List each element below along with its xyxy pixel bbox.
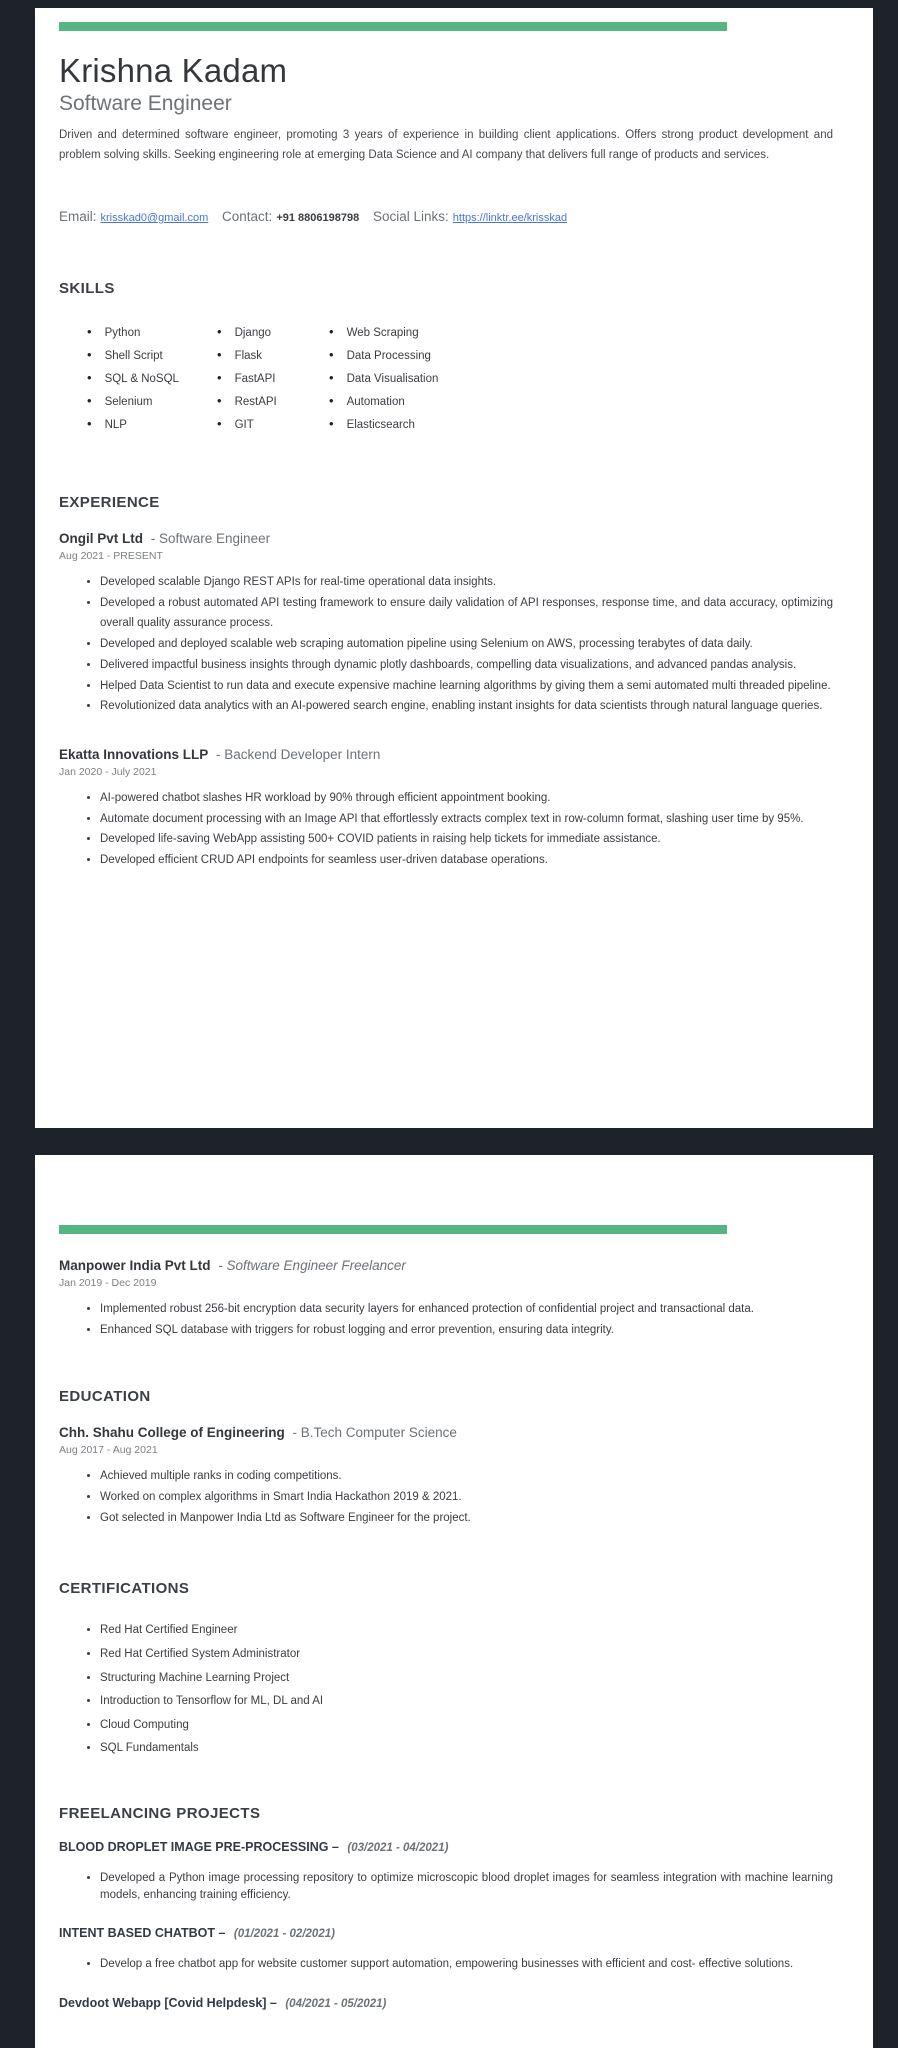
contact-label: Contact: bbox=[222, 209, 273, 225]
resume-page-2 bbox=[35, 1155, 873, 2048]
job-bullet: • Revolutionized data analytics with an AI-powered search engine, enabling instant insights for data scientists through natural language queries. bbox=[100, 696, 833, 717]
job-role: - Software Engineer bbox=[150, 531, 271, 547]
education-bullet: • Worked on complex algorithms in Smart India Hackathon 2019 & 2021. bbox=[100, 1487, 833, 1508]
project-bullet: • Develop a free chatbot app for website customer support automation, empowering businesses with efficient and cost- effective solutions. bbox=[100, 1956, 833, 1973]
skill-item: • SQL & NoSQL bbox=[87, 367, 217, 390]
skills-grid bbox=[87, 321, 833, 436]
job-ongil bbox=[59, 531, 833, 717]
certification-item: • Red Hat Certified System Administrator bbox=[100, 1643, 833, 1667]
job-manpower bbox=[59, 1258, 833, 1340]
skill-item: • Python bbox=[87, 321, 217, 344]
job-bullet: • AI-powered chatbot slashes HR workload by 90% through efficient appointment booking. bbox=[100, 788, 833, 809]
job-bullet: • Developed scalable Django REST APIs for real-time operational data insights. bbox=[100, 572, 833, 593]
certifications-heading: CERTIFICATIONS bbox=[59, 1580, 190, 1598]
job-role: - Backend Developer Intern bbox=[216, 746, 381, 762]
job-bullet: • Automate document processing with an Image API that effortlessly extracts complex text in row-column format, slashing user time by 95%. bbox=[100, 809, 833, 830]
company-name: Ongil Pvt Ltd bbox=[59, 531, 143, 547]
company-name: Manpower India Pvt Ltd bbox=[59, 1258, 211, 1273]
freelancing-projects-heading: FREELANCING PROJECTS bbox=[59, 1804, 261, 1822]
certification-item: • Introduction to Tensorflow for ML, DL and AI bbox=[100, 1690, 833, 1714]
skill-item: • Django bbox=[217, 321, 329, 344]
skill-item: • NLP bbox=[87, 413, 217, 436]
project-intent-chatbot bbox=[59, 1926, 833, 1973]
education-bullet: • Got selected in Manpower India Ltd as Software Engineer for the project. bbox=[100, 1508, 833, 1529]
job-dates: Jan 2020 - July 2021 bbox=[59, 765, 157, 778]
project-name: BLOOD DROPLET IMAGE PRE-PROCESSING – bbox=[59, 1839, 339, 1854]
skill-item: • RestAPI bbox=[217, 390, 329, 413]
education-heading: EDUCATION bbox=[59, 1388, 151, 1406]
certification-item: • Cloud Computing bbox=[100, 1714, 833, 1738]
job-bullet-list bbox=[59, 788, 833, 871]
candidate-title: Software Engineer bbox=[59, 92, 232, 115]
job-bullet: • Helped Data Scientist to run data and execute expensive machine learning algorithms by giving them a semi automated multi threaded pipeline. bbox=[100, 676, 833, 697]
project-bullet: • Developed a Python image processing repository to optimize microscopic blood droplet images for seamless integration with machine learning models, enhancing training efficiency. bbox=[100, 1870, 833, 1905]
education-dates: Aug 2017 - Aug 2021 bbox=[59, 1444, 158, 1457]
skill-item: • FastAPI bbox=[217, 367, 329, 390]
education-bullet: • Achieved multiple ranks in coding competitions. bbox=[100, 1466, 833, 1487]
project-devdoot-webapp bbox=[59, 1996, 833, 2010]
accent-bar bbox=[59, 22, 727, 31]
project-title bbox=[59, 1840, 833, 1854]
project-bullet-list bbox=[59, 1956, 833, 1973]
skill-item: • Selenium bbox=[87, 390, 217, 413]
project-blood-droplet bbox=[59, 1840, 833, 1905]
job-dates: Jan 2019 - Dec 2019 bbox=[59, 1277, 157, 1289]
job-bullet: • Developed and deployed scalable web scraping automation pipeline using Selenium on AWS, processing terabytes of data daily. bbox=[100, 634, 833, 655]
email-link[interactable]: krisskad0@gmail.com bbox=[100, 212, 209, 225]
phone-number: +91 8806198798 bbox=[276, 212, 360, 225]
email-label: Email: bbox=[59, 209, 97, 225]
skill-item: • Elasticsearch bbox=[329, 413, 549, 436]
company-name: Ekatta Innovations LLP bbox=[59, 746, 209, 762]
candidate-name: Krishna Kadam bbox=[59, 52, 288, 89]
project-bullet-list bbox=[59, 1870, 833, 1905]
skills-heading: SKILLS bbox=[59, 280, 115, 298]
education-bullet-list bbox=[59, 1466, 833, 1528]
experience-heading: EXPERIENCE bbox=[59, 494, 160, 512]
education-title bbox=[59, 1425, 833, 1440]
job-title bbox=[59, 1258, 833, 1273]
skill-item: • Data Processing bbox=[329, 344, 549, 367]
job-dates: Aug 2021 - PRESENT bbox=[59, 550, 163, 563]
degree-name: - B.Tech Computer Science bbox=[292, 1425, 457, 1441]
project-name: INTENT BASED CHATBOT – bbox=[59, 1926, 226, 1941]
job-title bbox=[59, 531, 833, 546]
job-bullet: • Delivered impactful business insights through dynamic plotly dashboards, compelling data visualizations, and advanced pandas analysis. bbox=[100, 655, 833, 676]
job-bullet: • Implemented robust 256-bit encryption data security layers for enhanced protection of confidential project and transactional data. bbox=[100, 1299, 833, 1320]
skill-item: • GIT bbox=[217, 413, 329, 436]
job-bullet: • Developed life-saving WebApp assisting 500+ COVID patients in raising help tickets for immediate assistance. bbox=[100, 829, 833, 850]
profile-summary: Driven and determined software engineer, promoting 3 years of experience in building client applications. Offers strong product development and problem solving skills. Seeking engineering role at emerging Data Science and AI company that delivers full range of products and services. bbox=[59, 129, 833, 161]
job-bullet: • Developed a robust automated API testing framework to ensure daily validation of API responses, response time, and data accuracy, optimizing overall quality assurance process. bbox=[100, 593, 833, 634]
project-name: Devdoot Webapp [Covid Helpdesk] – bbox=[59, 1995, 277, 2010]
job-role: - Software Engineer Freelancer bbox=[218, 1258, 406, 1273]
job-bullet-list bbox=[59, 572, 833, 717]
certifications-list bbox=[59, 1619, 833, 1760]
resume-page-1 bbox=[35, 8, 873, 1128]
social-links-label: Social Links: bbox=[372, 209, 449, 225]
school-name: Chh. Shahu College of Engineering bbox=[59, 1425, 285, 1441]
skill-item: • Shell Script bbox=[87, 344, 217, 367]
social-link[interactable]: https://linktr.ee/krisskad bbox=[452, 212, 568, 225]
contact-row bbox=[59, 209, 833, 224]
certification-item: • Red Hat Certified Engineer bbox=[100, 1619, 833, 1643]
job-bullet: • Developed efficient CRUD API endpoints for seamless user-driven database operations. bbox=[100, 850, 833, 871]
skill-item: • Web Scraping bbox=[329, 321, 549, 344]
job-bullet-list bbox=[59, 1299, 833, 1340]
certification-item: • Structuring Machine Learning Project bbox=[100, 1667, 833, 1691]
job-title bbox=[59, 747, 833, 762]
accent-bar bbox=[59, 1225, 727, 1234]
education-entry bbox=[59, 1425, 833, 1528]
job-ekatta bbox=[59, 747, 833, 871]
job-bullet: • Enhanced SQL database with triggers for robust logging and error prevention, ensuring data integrity. bbox=[100, 1320, 833, 1341]
project-title bbox=[59, 1926, 833, 1940]
project-dates: (03/2021 - 04/2021) bbox=[347, 1841, 449, 1854]
skill-item: • Data Visualisation bbox=[329, 367, 549, 390]
skill-item: • Automation bbox=[329, 390, 549, 413]
project-dates: (01/2021 - 02/2021) bbox=[233, 1928, 335, 1941]
certification-item: • SQL Fundamentals bbox=[100, 1737, 833, 1761]
project-dates: (04/2021 - 05/2021) bbox=[285, 1997, 387, 2010]
project-title bbox=[59, 1996, 833, 2010]
skill-item: • Flask bbox=[217, 344, 329, 367]
